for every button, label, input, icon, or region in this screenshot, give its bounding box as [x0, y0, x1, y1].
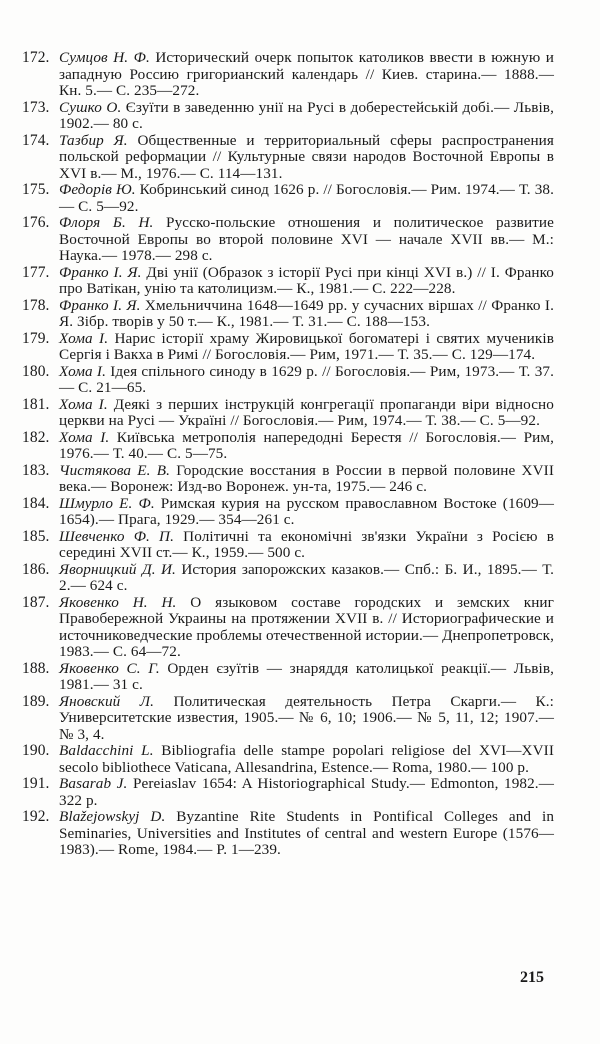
entry-number: 191.: [22, 775, 50, 792]
entry-number: 185.: [22, 527, 50, 545]
entry-author: Франко І. Я.: [59, 263, 142, 281]
entry-number: 182.: [22, 428, 50, 446]
entry-number: 183.: [22, 461, 50, 479]
entry-author: Шмурло Е. Ф.: [59, 494, 155, 512]
entry-text: Ідея спільного синоду в 1629 р. // Богословія.— Рим, 1973.— Т. 37.— С. 21—65.: [59, 362, 554, 396]
entry-text: Политическая деятельность Петра Скарги.— К.: Университетские известия, 1905.— № 6, 10; 1906.— № 5, 11, 12; 1907.— № 3, 4.: [59, 692, 554, 743]
bibliography-entry: [22, 100, 554, 133]
bibliography-entry: [22, 661, 554, 694]
entry-author: Basarab J.: [59, 775, 128, 792]
bibliography-entry: [22, 496, 554, 529]
bibliography-entry: [22, 364, 554, 397]
entry-author: Федорів Ю.: [59, 181, 136, 198]
entry-number: 180.: [22, 362, 50, 380]
entry-text: Исторический очерк попыток католиков ввести в южную и западную Россию григорианский календарь // Киев. старина.— 1888.— Кн. 5.— С. 235—272.: [59, 49, 554, 99]
bibliography-entry: [22, 50, 554, 100]
bibliography-entry: [22, 595, 554, 661]
entry-number: 188.: [22, 659, 50, 677]
bibliography-entry: [22, 694, 554, 744]
entry-number: 177.: [22, 263, 50, 281]
bibliography-entry: [22, 298, 554, 331]
entry-author: Сушко О.: [59, 98, 122, 116]
entry-text: Городские восстания в России в первой половине XVII века.— Воронеж: Изд-во Воронеж. ун-та, 1975.— 246 с.: [59, 461, 554, 495]
bibliography-entry: [22, 463, 554, 496]
bibliography-entry: [22, 430, 554, 463]
entry-author: Шевченко Ф. П.: [59, 527, 175, 545]
entry-author: Хома І.: [59, 428, 110, 446]
entry-number: 173.: [22, 98, 50, 116]
entry-text: Bibliografia delle stampe popolari religiose del XVI—XVII secolo bibliothece Vaticana, Allesandrina, Estence.— Roma, 1980.— 100 p.: [59, 742, 555, 776]
bibliography-entry: [22, 397, 554, 430]
entry-text: Общественные и территориальный сферы распространения польской реформации // Культурные связи народов Восточной Европы в XVI в.— М., 1976.— С. 114—131.: [59, 131, 554, 182]
entry-author: Яковенко Н. Н.: [59, 593, 177, 611]
entry-number: 186.: [22, 560, 50, 578]
entry-number: 181.: [22, 395, 50, 413]
entry-number: 178.: [22, 296, 50, 314]
bibliography-entry: [22, 529, 554, 562]
bibliography-entry: [22, 743, 554, 776]
entry-number: 174.: [22, 131, 50, 149]
entry-text: Byzantine Rite Students in Pontifical Colleges and in Seminaries, Universities and Institutes of central and western Europe (1576—1983).— Rome, 1984.— P. 1—239.: [59, 808, 555, 858]
entry-text: Київська метрополія напередодні Берестя // Богословія.— Рим, 1976.— Т. 40.— С. 5—75.: [59, 428, 554, 462]
entry-text: Орден єзуїтів — знаряддя католицької реакції.— Львів, 1981.— 31 с.: [59, 659, 554, 693]
entry-number: 189.: [22, 692, 50, 710]
entry-number: 175.: [22, 181, 50, 198]
entry-author: Яновский Л.: [59, 692, 155, 710]
bibliography-entry: [22, 776, 554, 809]
entry-text: Кобринський синод 1626 р. // Богословія.— Рим. 1974.— Т. 38.— С. 5—92.: [59, 181, 554, 215]
entry-author: Хома І.: [59, 362, 106, 380]
bibliography-entry: [22, 215, 554, 265]
entry-author: Baldacchini L.: [59, 742, 154, 759]
entry-text: Русско-польские отношения и политическое развитие Восточной Европы во второй половине XVI — начале XVII вв.— М.: Наука.— 1978.— 298 с.: [59, 214, 554, 264]
entry-number: 187.: [22, 593, 50, 611]
entry-number: 172.: [22, 49, 50, 66]
entry-author: Флоря Б. Н.: [59, 214, 154, 231]
entry-author: Сумцов Н. Ф.: [59, 49, 150, 66]
entry-text: Pereiaslav 1654: A Historiographical Study.— Edmonton, 1982.— 322 p.: [59, 775, 554, 809]
entry-number: 192.: [22, 808, 50, 825]
entry-number: 190.: [22, 742, 50, 759]
bibliography-entry: [22, 133, 554, 183]
entry-text: Римская курия на русском православном Востоке (1609—1654).— Прага, 1929.— 354—261 с.: [59, 494, 555, 528]
bibliography-list: [22, 50, 554, 859]
entry-text: Деякі з перших інструкцій конгрегації пропаганди віри відносно церкви на Русі — Україні // Богословія.— Рим, 1974.— Т. 38.— С. 5—92.: [59, 395, 554, 429]
entry-author: Хома І.: [59, 395, 108, 413]
entry-author: Тазбир Я.: [59, 131, 128, 149]
entry-number: 176.: [22, 214, 50, 231]
entry-text: Єзуїти в заведенню унії на Русі в доберестейській добі.— Львів, 1902.— 80 с.: [59, 98, 554, 132]
entry-text: Політичні та економічні зв'язки України з Росією в середині XVII ст.— К., 1959.— 500 с.: [59, 527, 554, 561]
entry-author: Чистякова Е. В.: [59, 461, 171, 479]
entry-text: Нарис історії храму Жировицької богоматері і святих мучеників Сергія і Вакха в Римі // Богословія.— Рим, 1971.— Т. 35.— С. 129—174.: [59, 329, 554, 363]
entry-number: 184.: [22, 494, 50, 512]
page-number: 215: [520, 969, 544, 986]
bibliography-entry: [22, 331, 554, 364]
bibliography-entry: [22, 562, 554, 595]
entry-number: 179.: [22, 329, 50, 347]
entry-text: Дві унії (Образок з історії Русі при кінці XVI в.) // І. Франко про Ватікан, унію та католицизм.— К., 1981.— С. 222—228.: [59, 263, 555, 297]
entry-author: Blažejowskyj D.: [59, 808, 166, 825]
bibliography-entry: [22, 182, 554, 215]
entry-text: История запорожских казаков.— Спб.: Б. И., 1895.— Т. 2.— 624 с.: [59, 560, 554, 594]
entry-author: Яворницкий Д. И.: [59, 560, 176, 578]
bibliography-entry: [22, 265, 554, 298]
entry-text: О языковом составе городских и земских книг Правобережной Украины на протяжении XVII в. // Историографические и источниковедческие проблемы отечественной истории.— Днепропетровск, 1983.— С. 64—72.: [59, 593, 554, 660]
entry-text: Хмельниччина 1648—1649 рр. у сучасних віршах // Франко І. Я. Зібр. творів у 50 т.— К., 1981.— Т. 31.— С. 188—153.: [59, 296, 554, 330]
bibliography-entry: [22, 809, 554, 859]
entry-author: Франко І. Я.: [59, 296, 141, 314]
entry-author: Яковенко С. Г.: [59, 659, 160, 677]
entry-author: Хома І.: [59, 329, 109, 347]
